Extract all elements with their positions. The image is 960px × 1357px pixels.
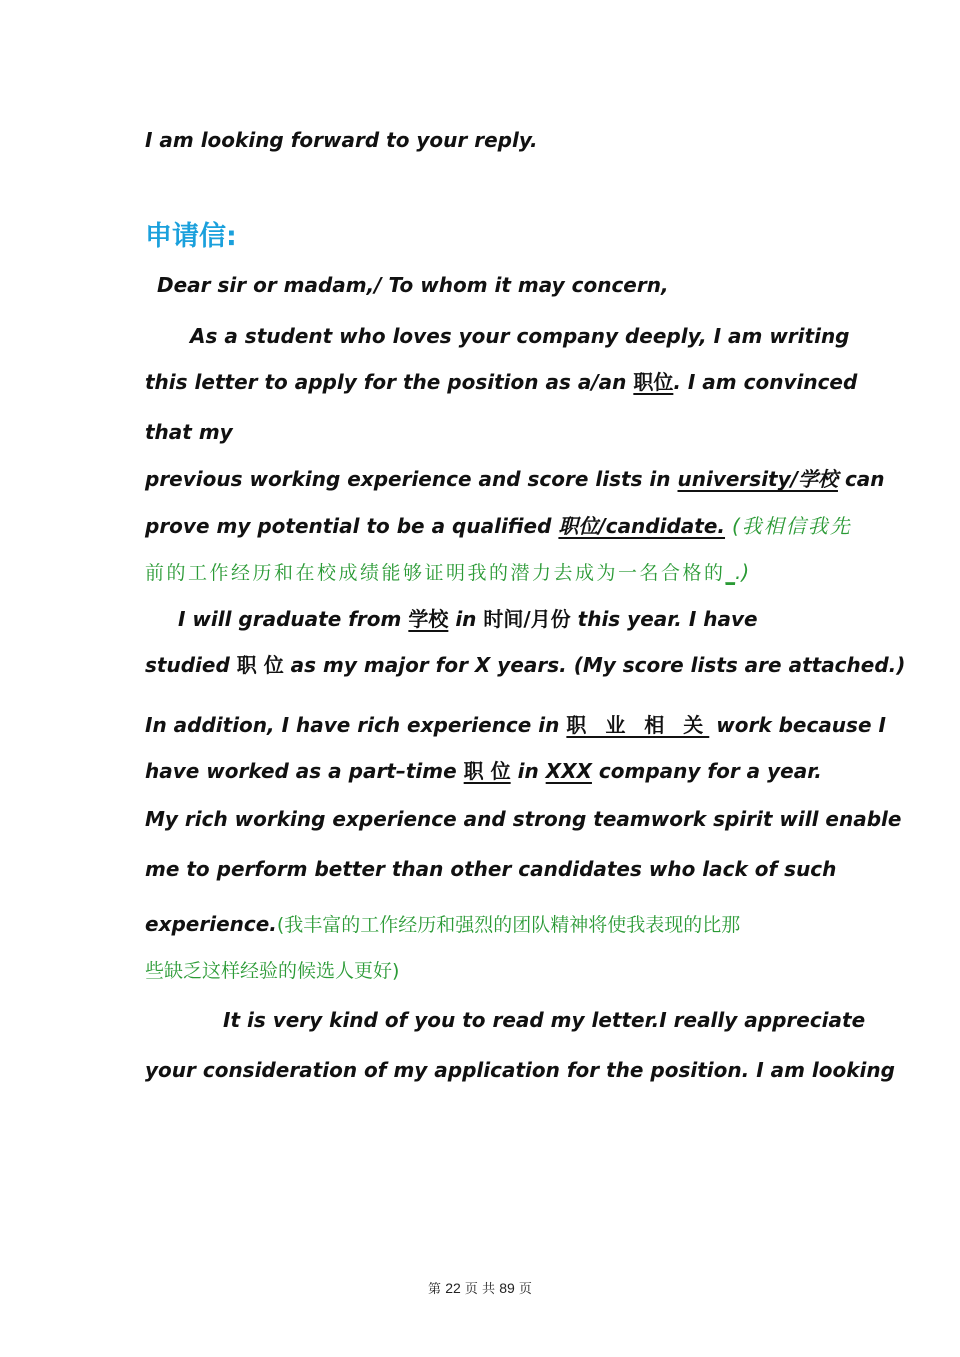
p3-line-2-tail: company for a year. <box>598 759 822 783</box>
p3-line-1-text: In addition, I have rich experience in <box>145 713 560 737</box>
p1-line-3: that my <box>145 420 233 444</box>
p1-line-6 <box>145 559 818 586</box>
p4-line-1: It is very kind of you to read my letter.I really appreciate <box>223 1008 866 1032</box>
p1-line-4-tail: can <box>844 467 885 491</box>
p4-line-2: your consideration of my application for the position. I am looking <box>145 1058 895 1082</box>
total-page-count: 89 <box>499 1280 515 1296</box>
page-footer <box>0 1278 960 1297</box>
p1-line-4-text: previous working experience and score lists in <box>145 467 671 491</box>
time-placeholder: 时间/月份 <box>483 607 571 631</box>
closing-line-previous: I am looking forward to your reply. <box>145 128 538 152</box>
p3-line-3: My rich working experience and strong teamwork spirit will enable <box>145 807 902 831</box>
footer-suffix: 页 <box>518 1282 532 1297</box>
school-placeholder: university/学校 <box>677 467 838 491</box>
p1-translation: 前的工作经历和在校成绩能够证明我的潜力去成为一名合格的 <box>145 562 726 584</box>
p3-line-6 <box>145 957 818 984</box>
p1-translation-end: .) <box>735 560 750 584</box>
p2-line-1 <box>178 606 818 632</box>
p2-line-1-text: I will graduate from <box>178 607 402 631</box>
p3-translation-end: 些缺乏这样经验的候选人更好) <box>145 960 400 982</box>
p2-line-1-in: in <box>455 607 477 631</box>
salutation: Dear sir or madam,/ To whom it may concern, <box>157 273 669 297</box>
p2-line-1-tail: this year. I have <box>577 607 758 631</box>
p1-translation-blank: _ <box>725 562 736 584</box>
p3-line-4: me to perform better than other candidates who lack of such <box>145 857 837 881</box>
p3-line-2-text: have worked as a part–time <box>145 759 457 783</box>
company-placeholder: XXX <box>545 759 592 783</box>
p1-line-2-text: this letter to apply for the position as a/an <box>145 370 627 394</box>
p1-line-2-tail: . I am convinced <box>673 370 858 394</box>
p1-line-4 <box>145 466 885 492</box>
p2-line-2-tail: as my major for X years. (My score lists are attached.) <box>290 653 906 677</box>
parttime-position-placeholder: 职 位 <box>463 759 511 783</box>
p2-line-2 <box>145 652 906 678</box>
field-placeholder: 职 业 相 关 <box>566 713 710 737</box>
graduate-school-placeholder: 学校 <box>408 607 449 631</box>
p3-line-1 <box>145 712 886 738</box>
p1-line-1: As a student who loves your company deeply, I am writing <box>190 324 850 348</box>
current-page-number: 22 <box>445 1280 461 1296</box>
p3-line-2 <box>145 758 822 784</box>
major-placeholder: 职 位 <box>236 653 284 677</box>
p1-translation-start: (我相信我先 <box>731 514 852 538</box>
footer-middle: 页 共 <box>464 1282 496 1297</box>
p1-line-5-text: prove my potential to be a qualified <box>145 514 552 538</box>
p3-translation-start: (我丰富的工作经历和强烈的团队精神将使我表现的比那 <box>276 914 741 936</box>
p3-line-5-text: experience. <box>145 912 277 936</box>
p2-line-2-text: studied <box>145 653 230 677</box>
candidate-placeholder: 职位/candidate. <box>558 514 726 538</box>
footer-prefix: 第 <box>428 1282 442 1297</box>
p1-line-5 <box>145 513 852 539</box>
p3-line-5 <box>145 911 818 938</box>
section-heading: 申请信: <box>145 221 237 252</box>
p1-line-2 <box>145 369 858 395</box>
p3-line-1-tail: work because I <box>716 713 886 737</box>
p3-line-2-in: in <box>517 759 539 783</box>
position-placeholder: 职位 <box>633 370 674 394</box>
